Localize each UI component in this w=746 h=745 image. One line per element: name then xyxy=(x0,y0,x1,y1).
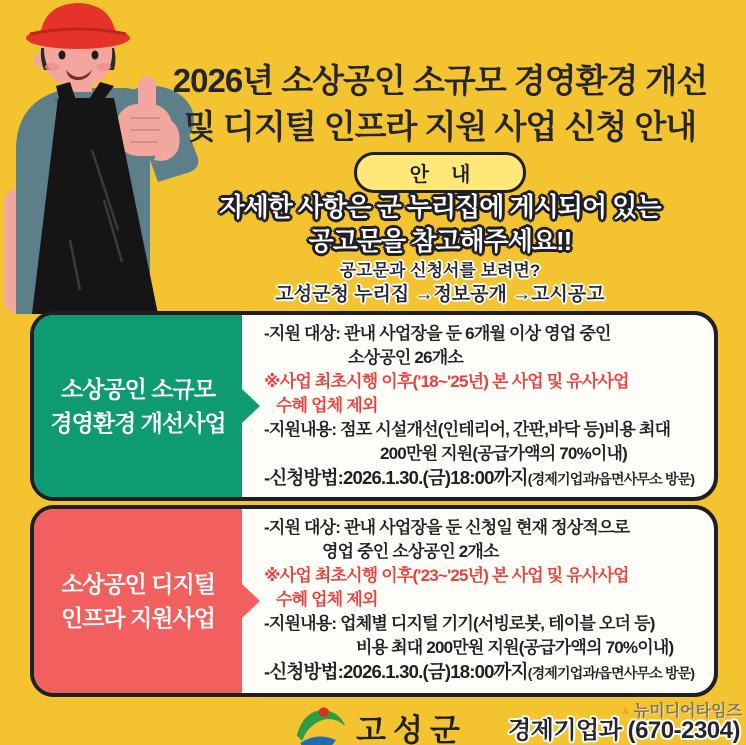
support-target-line2: 소상공인 26개소 xyxy=(348,348,463,367)
dept-phone: 경제기업과 (670-2304) xyxy=(508,717,740,744)
apply-method-line xyxy=(264,660,706,685)
section-label-line1: 소상공인 소규모 xyxy=(61,376,215,402)
org-name: 고성군 xyxy=(356,713,467,745)
section-content-red xyxy=(264,516,706,685)
label-arrow xyxy=(242,389,260,423)
notice-line2: 공고문을 참고해주세요!! xyxy=(308,226,572,256)
info-line2: 고성군청 누리집 →정보공개 →고시공고 xyxy=(275,284,605,305)
watermark-text: 뉴미디어타임즈 xyxy=(633,703,742,720)
support-content-line1: -지원내용: 점포 시설개선(인테리어, 간판,바닥 등)비용 최대 xyxy=(264,420,671,439)
section-label-line1: 소상공인 디지털 xyxy=(61,571,215,597)
exclusion-warning-line1: ※사업 최초시행 이후('23~'25년) 본 사업 및 유사사업 xyxy=(264,566,629,585)
apply-method-line xyxy=(264,466,706,491)
info-line1: 공고문과 신청서를 보려면? xyxy=(339,261,541,280)
support-target-line1: -지원 대상: 관내 사업장을 둔 6개월 이상 영업 중인 xyxy=(264,324,611,343)
notice-badge: 안 내 xyxy=(354,152,526,193)
exclusion-warning-line2: 수혜 업체 제외 xyxy=(276,590,378,609)
section-label-green xyxy=(34,315,242,497)
section-management-improvement xyxy=(30,311,718,501)
goseong-county-logo xyxy=(293,701,349,745)
label-arrow xyxy=(242,584,260,618)
watermark-logo-icon: ▲ xyxy=(618,702,632,717)
apply-method-note: (경제기업과/읍면사무소 방문) xyxy=(527,665,695,681)
section-label-red xyxy=(34,509,242,693)
section-label-line2: 인프라 지원사업 xyxy=(61,605,215,631)
poster-title-line1: 2026년 소상공인 소규모 경영환경 개선 xyxy=(172,62,708,99)
exclusion-warning-line1: ※사업 최초시행 이후('18~'25년) 본 사업 및 유사사업 xyxy=(264,372,629,391)
apply-method-main: -신청방법:2026.1.30.(금)18:00까지 xyxy=(264,467,528,488)
poster-title-line2: 및 디지털 인프라 지원 사업 신청 안내 xyxy=(183,108,697,145)
support-content-line1: -지원내용: 업체별 디지털 기기(서빙로봇, 테이블 오더 등) xyxy=(264,614,655,633)
exclusion-warning-line2: 수혜 업체 제외 xyxy=(276,396,378,415)
apply-method-note: (경제기업과/읍면사무소 방문) xyxy=(527,471,695,487)
support-content-line2: 200만원 지원(공급가액의 70%이내) xyxy=(380,444,627,463)
notice-line1: 자세한 사항은 군 누리집에 게시되어 있는 xyxy=(219,192,661,222)
section-digital-infra xyxy=(30,505,718,697)
section-content-green xyxy=(264,322,706,491)
apply-method-main: -신청방법:2026.1.30.(금)18:00까지 xyxy=(264,661,528,682)
support-target-line1: -지원 대상: 관내 사업장을 둔 신청일 현재 정상적으로 xyxy=(264,518,630,537)
support-target-line2: 영업 중인 소상공인 2개소 xyxy=(322,542,499,561)
section-label-line2: 경영환경 개선사업 xyxy=(50,410,226,436)
support-content-line2: 비용 최대 200만원 지원(공급가액의 70%이내) xyxy=(356,638,674,657)
